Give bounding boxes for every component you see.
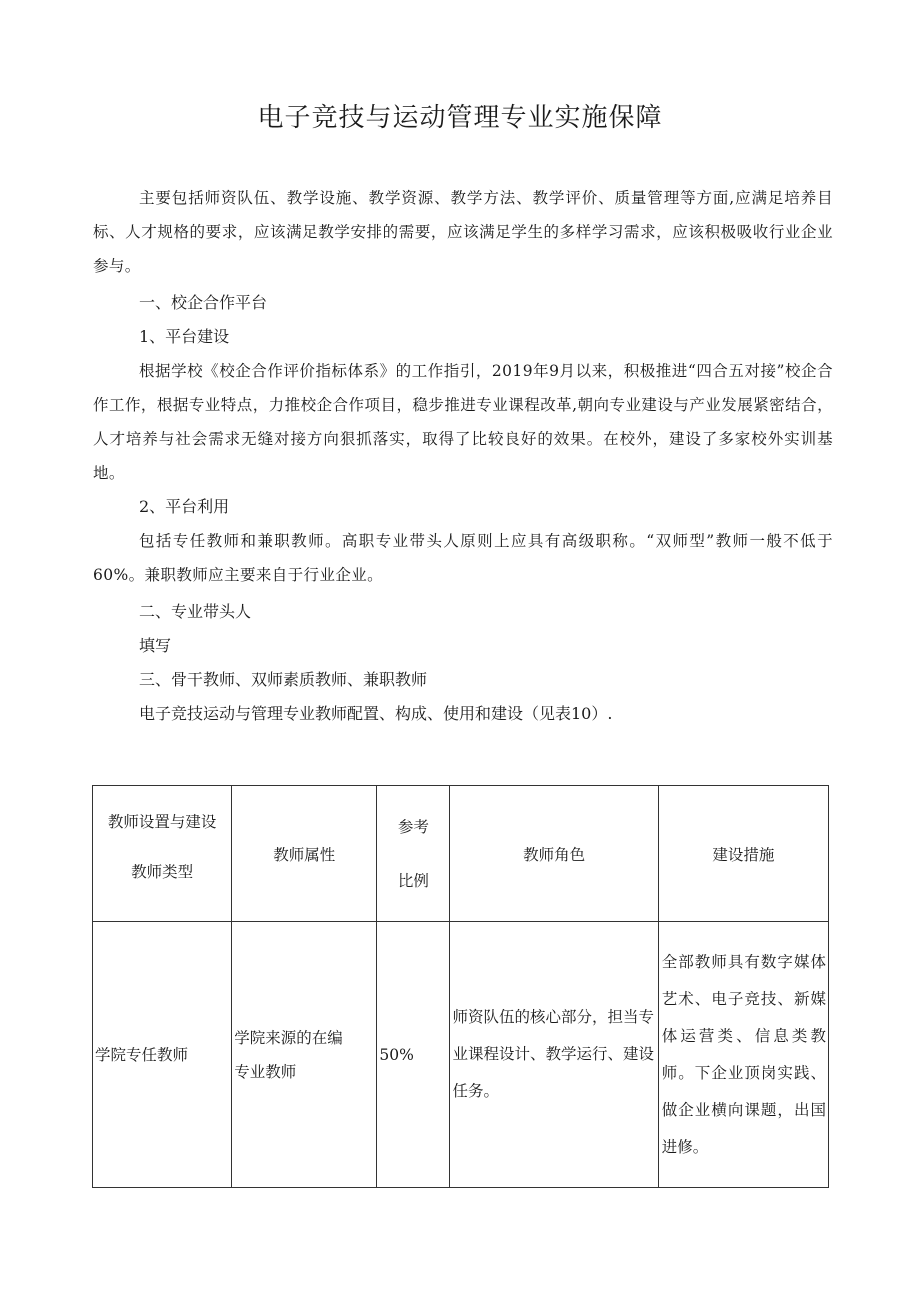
- header-label-setup: 教师设置与建设: [107, 812, 217, 831]
- header-label-ratio-bottom: 比例: [397, 871, 429, 890]
- header-cell-attribute: 教师属性: [232, 786, 377, 922]
- cell-measures-text: 全部教师具有数字媒体艺术、电子竞技、新媒体运营类、信息类教师。下企业顶岗实践、做企业横向课题，出国进修。: [661, 952, 826, 1156]
- header-label-ratio-top: 参考: [397, 817, 429, 836]
- document-body: [93, 181, 833, 731]
- header-label-type: 教师类型: [131, 862, 194, 881]
- cell-teacher-type-text: 学院专任教师: [95, 1045, 189, 1064]
- header-cell-ratio: [377, 786, 450, 922]
- section1-sub1-heading: 1、平台建设: [139, 327, 230, 346]
- teacher-config-table: [92, 785, 829, 1188]
- header-cell-teacher-type: [93, 786, 232, 922]
- cell-role-text: 师资队伍的核心部分，担当专业课程设计、教学运行、建设任务。: [452, 1008, 654, 1100]
- table-header-row: [93, 786, 829, 922]
- cell-ratio-text: 50%: [379, 1045, 414, 1064]
- section1-sub2-paragraph: 包括专任教师和兼职教师。高职专业带头人原则上应具有高级职称。“双师型”教师一般不低于60%。兼职教师应主要来自于行业企业。: [93, 532, 833, 584]
- page-title: 电子竞技与运动管理专业实施保障: [257, 103, 663, 133]
- cell-ratio: [377, 922, 450, 1188]
- section2-heading: 二、专业带头人: [139, 602, 252, 621]
- header-cell-role: 教师角色: [450, 786, 658, 922]
- section1-sub2-heading: 2、平台利用: [139, 497, 230, 516]
- cell-attribute-text: 学院来源的在编专业教师: [234, 1028, 343, 1081]
- table-row: [93, 922, 829, 1188]
- section1-sub1-paragraph: 根据学校《校企合作评价指标体系》的工作指引，2019年9月以来，积极推进“四合五对接”校企合作工作，根据专业特点，力推校企合作项目，稳步推进专业课程改革,朝向专业建设与产业发展紧密结合，人才培养与社会需求无缝对接方向狠抓落实，取得了比较良好的效果。在校外，建设了多家校外实训基地。: [93, 362, 833, 482]
- section3-heading: 三、骨干教师、双师素质教师、兼职教师: [139, 670, 428, 689]
- cell-teacher-type: [93, 922, 232, 1188]
- section3-paragraph: 电子竞技运动与管理专业教师配置、构成、使用和建设（见表10）.: [139, 704, 613, 723]
- cell-measures: [658, 922, 828, 1188]
- cell-role: [450, 922, 658, 1188]
- intro-paragraph: 主要包括师资队伍、教学设施、教学资源、教学方法、教学评价、质量管理等方面,应满足培养目标、人才规格的要求，应该满足教学安排的需要，应该满足学生的多样学习需求，应该积极吸收行业企业参与。: [93, 189, 833, 275]
- section1-heading: 一、校企合作平台: [139, 293, 268, 312]
- section2-paragraph: 填写: [139, 636, 172, 655]
- cell-attribute: [232, 922, 377, 1188]
- header-cell-measures: 建设措施: [658, 786, 828, 922]
